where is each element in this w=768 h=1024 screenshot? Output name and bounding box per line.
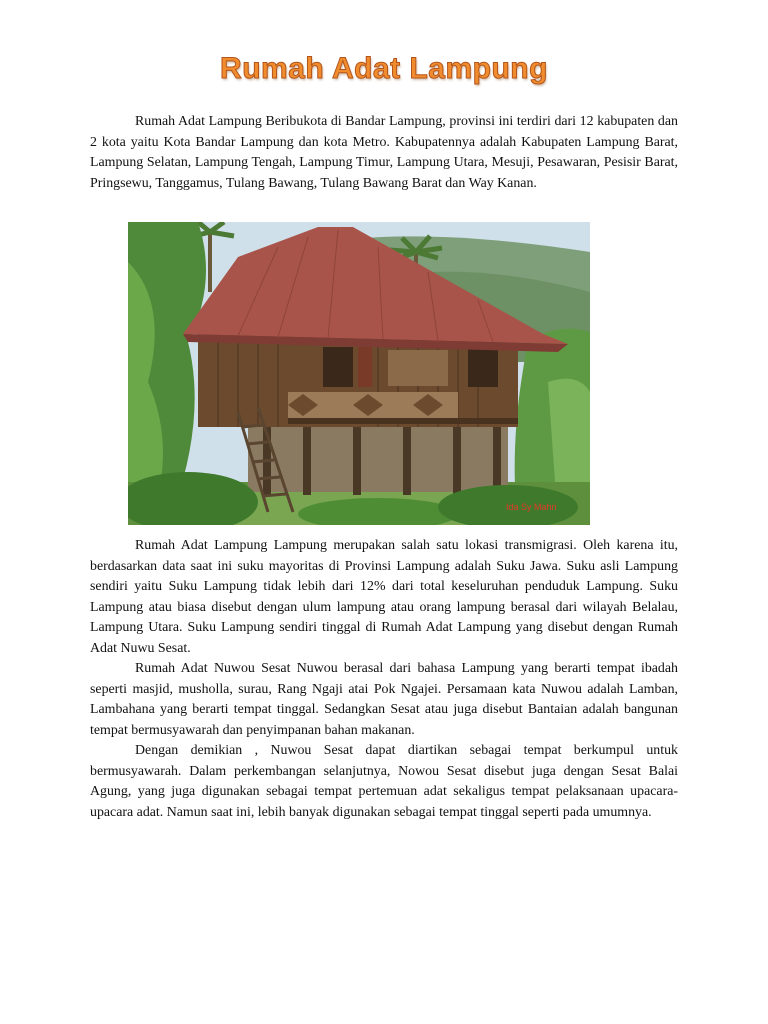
paragraph-transmigrasi-text: Rumah Adat Lampung Lampung merupakan salah satu lokasi transmigrasi. Oleh karena itu, berdasarkan data saat ini suku mayoritas di Provinsi Lampung adalah Suku Jawa. Suku asli Lampung sendiri yaitu Suku Lampung tidak lebih dari 12% dari total keseluruhan penduduk Lampung. Suku Lampung atau biasa disebut dengan ulum lampung atau orang lampung berasal dari wilayah Belalau, Lampung Utara. Suku Lampung sendiri tinggal di Rumah Adat Lampung yang disebut dengan Rumah Adat Nuwu Sesat.	[90, 538, 678, 656]
paragraph-intro-text: Rumah Adat Lampung Beribukota di Bandar Lampung, provinsi ini terdiri dari 12 kabupaten dan 2 kota yaitu Kota Bandar Lampung dan kota Metro. Kabupatennya adalah Kabupaten Lampung Barat, Lampung Selatan, Lampung Tengah, Lampung Timur, Lampung Utara, Mesuji, Pesawaran, Pesisir Barat, Pringsewu, Tanggamus, Tulang Bawang, Tulang Bawang Barat dan Way Kanan.	[90, 114, 678, 191]
paragraph-intro	[90, 112, 678, 194]
photo-watermark: Ida Sy Mahri	[506, 502, 557, 512]
paragraph-nuwou-sesat	[90, 659, 678, 741]
page-title: Rumah Adat Lampung	[220, 52, 548, 85]
paragraph-nuwou-sesat-text: Rumah Adat Nuwou Sesat Nuwou berasal dari bahasa Lampung yang berarti tempat ibadah seperti masjid, musholla, surau, Rang Ngaji atai Pok Ngajei. Persamaan kata Nuwou adalah Lamban, Lambahana yang berarti tempat tinggal. Sedangkan Sesat atau juga disebut Bantaian adalah bangunan tempat bermusyawarah dan penyimpanan bahan makanan.	[90, 661, 678, 738]
paragraph-transmigrasi	[90, 536, 678, 660]
paragraph-balai-agung	[90, 741, 678, 823]
paragraph-balai-agung-text: Dengan demikian , Nuwou Sesat dapat diartikan sebagai tempat berkumpul untuk bermusyawarah. Dalam perkembangan selanjutnya, Nowou Sesat disebut juga dengan Sesat Balai Agung, yang juga digunakan sebagai tempat pertemuan adat sekaligus tempat pelaksanaan upacara-upacara adat. Namun saat ini, lebih banyak digunakan sebagai tempat tinggal seperti pada umumnya.	[90, 743, 678, 820]
house-photo	[128, 222, 590, 525]
